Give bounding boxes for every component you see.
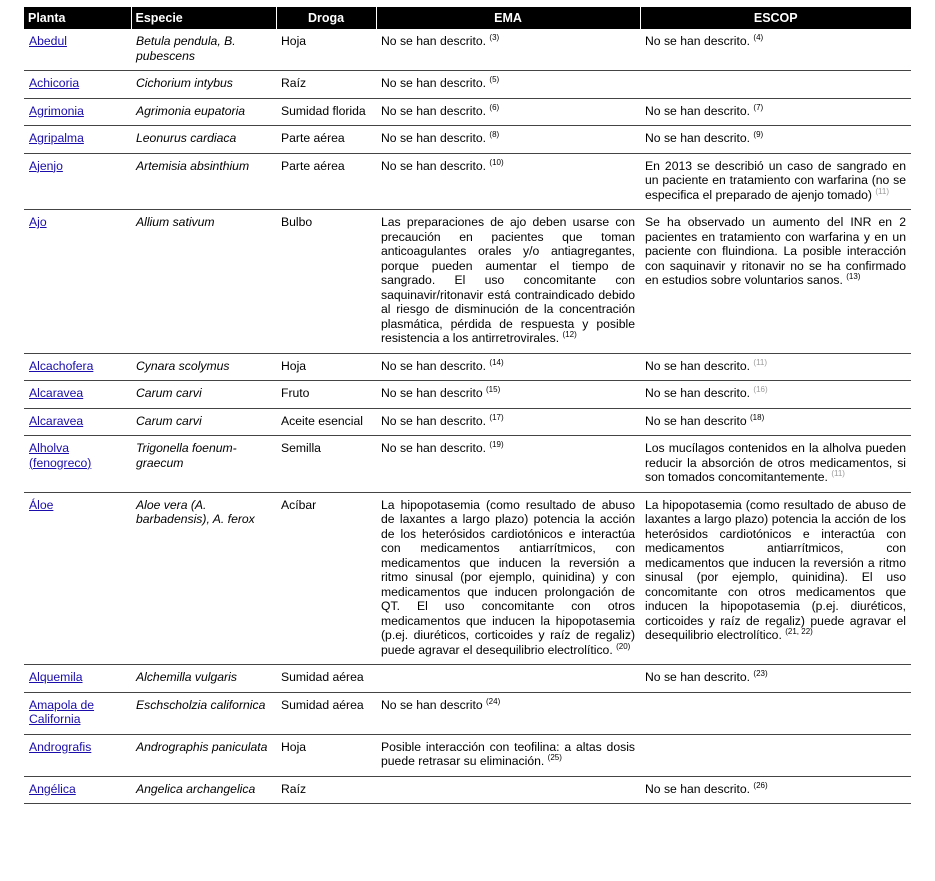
plant-link[interactable]: Alcachofera: [29, 358, 94, 373]
plant-cell: [24, 71, 131, 99]
escop-cell: [640, 29, 911, 71]
reference-number: (17): [489, 412, 504, 422]
species-cell: Cichorium intybus: [131, 71, 276, 99]
escop-cell-text: Se ha observado un aumento del INR en 2 pacientes en tratamiento con warfarina y en un paciente con fluindiona. La posible interacción con saquinavir y ritonavir no se ha confirmado en estudios sobre voluntarios sanos.: [645, 215, 906, 287]
plant-cell: [24, 353, 131, 381]
reference-number: (25): [547, 752, 562, 762]
plant-link[interactable]: Achicoria: [29, 76, 80, 90]
plant-cell: [24, 692, 131, 734]
reference-number: (21, 22): [785, 626, 813, 636]
reference-number: (20): [616, 641, 631, 651]
plant-link[interactable]: Andrografis: [29, 739, 92, 754]
drug-part-cell: Hoja: [276, 353, 376, 381]
ema-cell-text: Posible interacción con teofilina: a altas dosis puede retrasar su eliminación.: [381, 739, 635, 768]
table-row: [24, 381, 911, 409]
ema-cell: [376, 492, 640, 665]
table-row: [24, 692, 911, 734]
ema-cell: [376, 734, 640, 776]
plant-cell: [24, 436, 131, 493]
plant-cell: [24, 776, 131, 804]
ema-cell-text: No se han descrito.: [381, 76, 487, 90]
drug-part-cell: Hoja: [276, 29, 376, 71]
ema-cell-text: No se han descrito: [381, 697, 483, 712]
drug-part-cell: Raíz: [276, 776, 376, 804]
escop-cell: [640, 210, 911, 354]
species-cell: Betula pendula, B. pubescens: [131, 29, 276, 71]
escop-cell: [640, 381, 911, 409]
reference-number: (19): [489, 439, 504, 449]
drug-part-cell: Parte aérea: [276, 153, 376, 210]
ema-cell-text: No se han descrito.: [381, 358, 487, 373]
plant-link[interactable]: Agripalma: [29, 131, 84, 145]
reference-number: (11): [753, 357, 768, 367]
reference-number: (7): [753, 102, 764, 112]
plant-link[interactable]: Abedul: [29, 34, 67, 48]
drug-part-cell: Aceite esencial: [276, 408, 376, 436]
escop-cell: [640, 71, 911, 99]
species-cell: Carum carvi: [131, 408, 276, 436]
species-cell: Eschscholzia californica: [131, 692, 276, 734]
drug-part-cell: Acíbar: [276, 492, 376, 665]
drug-part-cell: Bulbo: [276, 210, 376, 354]
reference-number: (8): [489, 129, 500, 139]
ema-cell-text: No se han descrito.: [381, 131, 487, 145]
reference-number: (11): [831, 468, 845, 478]
ema-cell-text: No se han descrito.: [381, 441, 487, 455]
ema-cell: [376, 126, 640, 154]
plant-link[interactable]: Alholva (fenogreco): [29, 441, 92, 470]
plant-link[interactable]: Amapola de California: [29, 697, 95, 726]
plant-cell: [24, 665, 131, 693]
reference-number: (24): [486, 696, 501, 706]
ema-cell: [376, 692, 640, 734]
reference-number: (4): [753, 32, 764, 42]
reference-number: (23): [753, 668, 768, 678]
header-ema: EMA: [376, 7, 640, 29]
ema-cell: [376, 29, 640, 71]
interactions-table-container: [24, 7, 911, 804]
escop-cell-text: No se han descrito.: [645, 781, 751, 796]
escop-cell: [640, 98, 911, 126]
plant-cell: [24, 492, 131, 665]
species-cell: Agrimonia eupatoria: [131, 98, 276, 126]
reference-number: (14): [489, 357, 504, 367]
reference-number: (6): [489, 102, 500, 112]
table-row: [24, 126, 911, 154]
plant-link[interactable]: Áloe: [29, 497, 54, 512]
escop-cell: [640, 734, 911, 776]
reference-number: (18): [750, 412, 765, 422]
ema-cell-text: No se han descrito.: [381, 34, 487, 48]
ema-cell: [376, 71, 640, 99]
header-especie: Especie: [131, 7, 276, 29]
ema-cell: [376, 436, 640, 493]
ema-cell: [376, 665, 640, 693]
table-row: [24, 153, 911, 210]
reference-number: (11): [875, 186, 889, 196]
plant-link[interactable]: Ajo: [29, 215, 47, 229]
table-header-row: [24, 7, 911, 29]
ema-cell-text: No se han descrito.: [381, 158, 487, 173]
reference-number: (13): [846, 271, 861, 281]
plant-cell: [24, 408, 131, 436]
ema-cell: [376, 381, 640, 409]
escop-cell-text: Los mucílagos contenidos en la alholva pueden reducir la absorción de otros medicamentos, si son tomados concomitantemente.: [645, 441, 906, 484]
table-row: [24, 71, 911, 99]
drug-part-cell: Semilla: [276, 436, 376, 493]
ema-cell-text: No se han descrito.: [381, 103, 487, 118]
table-row: [24, 353, 911, 381]
plant-link[interactable]: Alquemila: [29, 670, 83, 684]
species-cell: Angelica archangelica: [131, 776, 276, 804]
plant-link[interactable]: Alcaravea: [29, 386, 84, 400]
plant-link[interactable]: Angélica: [29, 781, 76, 796]
header-planta: Planta: [24, 7, 131, 29]
species-cell: Trigonella foenum-graecum: [131, 436, 276, 493]
ema-cell: [376, 353, 640, 381]
ema-cell: [376, 210, 640, 354]
escop-cell-text: No se han descrito.: [645, 358, 751, 373]
species-cell: Cynara scolymus: [131, 353, 276, 381]
reference-number: (3): [489, 32, 500, 42]
escop-cell-text: No se han descrito.: [645, 34, 751, 48]
drug-part-cell: Sumidad aérea: [276, 692, 376, 734]
table-row: [24, 492, 911, 665]
reference-number: (10): [489, 157, 504, 167]
ema-cell-text: No se han descrito: [381, 386, 483, 400]
table-row: [24, 408, 911, 436]
species-cell: Artemisia absinthium: [131, 153, 276, 210]
reference-number: (5): [489, 74, 500, 84]
species-cell: Andrographis paniculata: [131, 734, 276, 776]
header-escop: ESCOP: [640, 7, 911, 29]
species-cell: Carum carvi: [131, 381, 276, 409]
escop-cell: [640, 776, 911, 804]
header-droga: Droga: [276, 7, 376, 29]
table-row: [24, 665, 911, 693]
drug-part-cell: Fruto: [276, 381, 376, 409]
ema-cell: [376, 98, 640, 126]
plant-link[interactable]: Alcaravea: [29, 413, 84, 428]
table-row: [24, 98, 911, 126]
escop-cell: [640, 153, 911, 210]
escop-cell: [640, 408, 911, 436]
drug-part-cell: Raíz: [276, 71, 376, 99]
table-row: [24, 436, 911, 493]
plant-link[interactable]: Ajenjo: [29, 158, 63, 173]
reference-number: (12): [562, 329, 577, 339]
ema-cell: [376, 776, 640, 804]
drug-part-cell: Sumidad aérea: [276, 665, 376, 693]
drug-part-cell: Sumidad florida: [276, 98, 376, 126]
escop-cell-text: La hipopotasemia (como resultado de abuso de laxantes a largo plazo) potencia la acción de los heterósidos cardiotónicos e interactúa con medicamentos antiarrítmicos, con medicamentos que inducen la reversión a ritmo sinusal (por ejemplo, quinidina). El uso concomitante con otros medicamentos que inducen la hipopotasemia (p.ej. diuréticos, corticoides y raíz de regaliz) puede agravar el desequilibrio electrolítico.: [645, 497, 906, 642]
drug-part-cell: Parte aérea: [276, 126, 376, 154]
table-row: [24, 734, 911, 776]
plant-cell: [24, 381, 131, 409]
plant-cell: [24, 29, 131, 71]
escop-cell: [640, 436, 911, 493]
table-row: [24, 776, 911, 804]
escop-cell: [640, 665, 911, 693]
species-cell: Leonurus cardiaca: [131, 126, 276, 154]
escop-cell-text: No se han descrito.: [645, 103, 751, 118]
plant-link[interactable]: Agrimonia: [29, 103, 84, 118]
reference-number: (9): [753, 129, 764, 139]
plant-cell: [24, 734, 131, 776]
reference-number: (16): [753, 384, 768, 394]
table-body: [24, 29, 911, 804]
escop-cell: [640, 126, 911, 154]
escop-cell: [640, 492, 911, 665]
species-cell: Alchemilla vulgaris: [131, 665, 276, 693]
plant-cell: [24, 210, 131, 354]
escop-cell-text: No se han descrito.: [645, 670, 751, 684]
species-cell: Aloe vera (A. barbadensis), A. ferox: [131, 492, 276, 665]
reference-number: (15): [486, 384, 501, 394]
ema-cell-text: No se han descrito.: [381, 413, 487, 428]
escop-cell-text: No se han descrito: [645, 413, 747, 428]
plant-cell: [24, 126, 131, 154]
drug-part-cell: Hoja: [276, 734, 376, 776]
ema-cell-text: La hipopotasemia (como resultado de abuso de laxantes a largo plazo) potencia la acción de los heterósidos cardiotónicos e interactúa con medicamentos antiarrítmicos, con medicamentos que inducen la reversión a ritmo sinusal (por ejemplo, quinidina) y con medicamentos que inducen prolongación de QT. El uso concomitante con otros medicamentos que inducen la hipopotasemia (p.ej. diuréticos, corticoides y raíz de regaliz) puede agravar el desequilibrio electrolítico.: [381, 497, 635, 657]
ema-cell-text: Las preparaciones de ajo deben usarse con precaución en pacientes que toman anticoagulantes orales y/o antiagregantes, porque pueden aumentar el tiempo de sangrado. El uso concomitante con saquinavir/ritonavir está contraindicado debido al riesgo de disminución de la concentración plasmática, pérdida de respuesta y posible resistencia a los antirretrovirales.: [381, 215, 635, 345]
interactions-table: [24, 7, 911, 804]
reference-number: (26): [753, 780, 768, 790]
escop-cell: [640, 692, 911, 734]
table-row: [24, 210, 911, 354]
escop-cell-text: En 2013 se describió un caso de sangrado en un paciente en tratamiento con warfarina (no se especifica el preparado de ajenjo tomado): [645, 158, 906, 202]
escop-cell-text: No se han descrito.: [645, 386, 751, 400]
escop-cell-text: No se han descrito.: [645, 131, 751, 145]
table-row: [24, 29, 911, 71]
plant-cell: [24, 98, 131, 126]
species-cell: Allium sativum: [131, 210, 276, 354]
plant-cell: [24, 153, 131, 210]
ema-cell: [376, 153, 640, 210]
escop-cell: [640, 353, 911, 381]
ema-cell: [376, 408, 640, 436]
